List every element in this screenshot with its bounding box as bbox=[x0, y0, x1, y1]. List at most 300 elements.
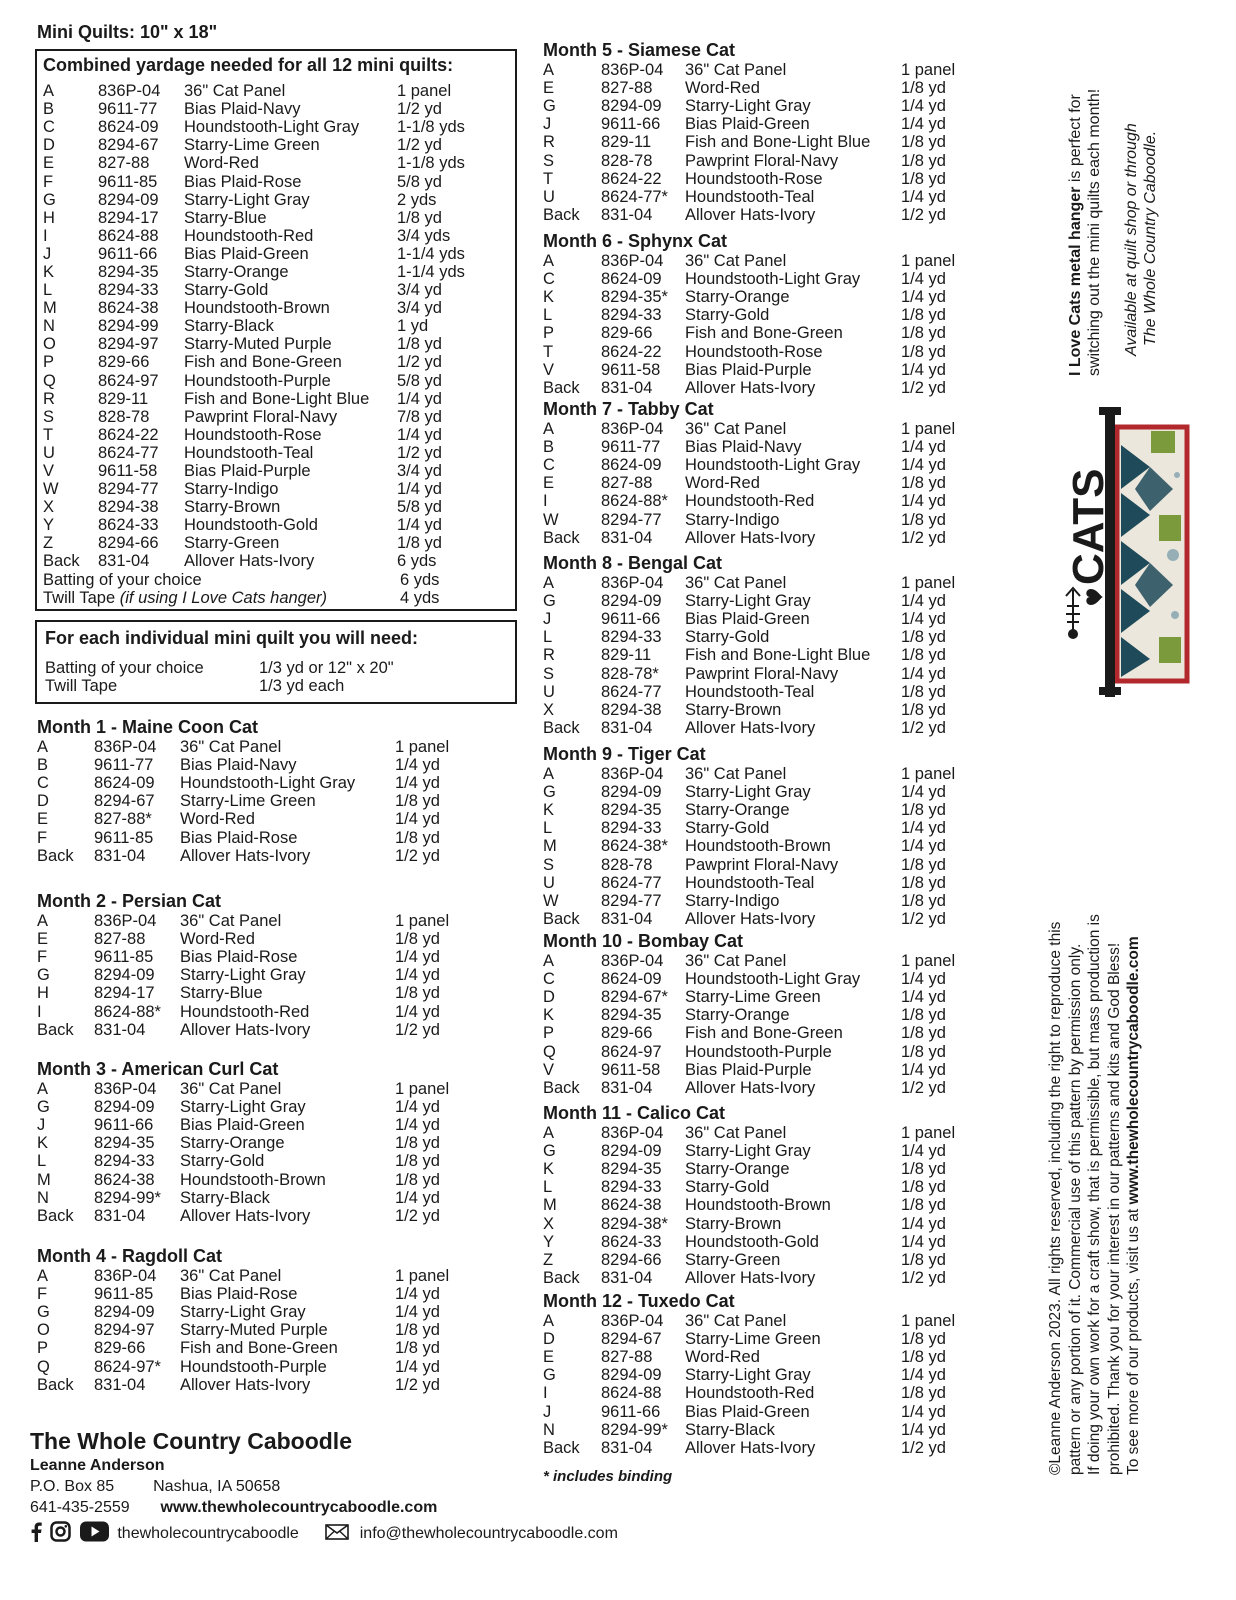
table-cell: G bbox=[543, 1366, 556, 1385]
table-cell: 36" Cat Panel bbox=[685, 420, 787, 439]
table-row bbox=[37, 1285, 500, 1303]
table-cell: N bbox=[543, 1420, 555, 1439]
table-row bbox=[543, 610, 991, 628]
combined-yardage-box bbox=[35, 49, 517, 611]
table-cell: Starry-Indigo bbox=[184, 480, 279, 499]
table-row bbox=[43, 245, 502, 263]
copyright-line-1: ©Leanne Anderson 2023. All rights reserved, including the right to reproduce this bbox=[1047, 921, 1064, 1475]
table-cell: 1/2 yd bbox=[901, 909, 946, 928]
table-row bbox=[543, 510, 991, 528]
table-cell: 8294-77 bbox=[601, 510, 662, 529]
table-cell: 7/8 yd bbox=[397, 407, 442, 426]
table-row bbox=[43, 263, 502, 281]
month-title: Month 6 - Sphynx Cat bbox=[543, 231, 727, 251]
table-cell: 1 panel bbox=[395, 738, 450, 757]
table-row bbox=[543, 765, 991, 783]
table-cell: 1/8 yd bbox=[901, 873, 946, 892]
table-cell: 1/4 yd bbox=[901, 1142, 946, 1161]
table-cell: 8624-33 bbox=[601, 1232, 662, 1251]
phone-row bbox=[30, 1499, 618, 1517]
table-cell: Houndstooth-Purple bbox=[685, 1042, 832, 1061]
table-row bbox=[543, 801, 991, 819]
table-cell: 1 panel bbox=[397, 82, 452, 101]
table-row bbox=[43, 281, 502, 299]
table-row bbox=[37, 930, 500, 948]
table-cell: 831-04 bbox=[601, 1438, 653, 1457]
table-row bbox=[543, 1384, 991, 1402]
table-cell: 1/4 yd bbox=[901, 1366, 946, 1385]
table-cell: Starry-Brown bbox=[184, 498, 281, 517]
table-row bbox=[43, 372, 502, 390]
table-cell: 831-04 bbox=[94, 846, 146, 865]
month-8-rows bbox=[543, 574, 991, 737]
table-cell: K bbox=[543, 288, 555, 307]
table-cell: 1/8 yd bbox=[901, 1042, 946, 1061]
table-cell: Starry-Brown bbox=[685, 700, 782, 719]
twill-label: Twill Tape bbox=[43, 588, 116, 607]
table-row bbox=[543, 646, 991, 664]
table-cell: 8294-33 bbox=[601, 306, 662, 325]
table-row bbox=[43, 299, 502, 317]
table-cell: Houndstooth-Light Gray bbox=[180, 774, 356, 793]
table-cell: 8624-38* bbox=[601, 837, 668, 856]
table-cell: Bias Plaid-Green bbox=[180, 1116, 305, 1135]
table-cell: Allover Hats-Ivory bbox=[180, 1020, 311, 1039]
table-cell: Bias Plaid-Navy bbox=[184, 100, 301, 119]
table-cell: Starry-Blue bbox=[180, 984, 263, 1003]
table-cell: 8624-22 bbox=[601, 342, 662, 361]
month-4-section bbox=[37, 1245, 500, 1394]
table-cell: Q bbox=[43, 371, 56, 390]
table-cell: Starry-Green bbox=[184, 534, 280, 553]
combined-yardage-title: Combined yardage needed for all 12 mini quilts: bbox=[43, 55, 454, 75]
table-row bbox=[543, 1366, 991, 1384]
table-cell: 1/4 yd bbox=[901, 1232, 946, 1251]
table-cell: 8624-77 bbox=[601, 682, 662, 701]
table-cell: Starry-Indigo bbox=[685, 891, 780, 910]
table-cell: K bbox=[543, 1006, 555, 1025]
table-cell: L bbox=[543, 306, 553, 325]
month-title: Month 5 - Siamese Cat bbox=[543, 40, 736, 60]
table-cell: Twill Tape bbox=[45, 677, 118, 696]
binding-note: * includes binding bbox=[543, 1468, 673, 1485]
table-cell: 1 panel bbox=[395, 1267, 450, 1286]
table-cell: Starry-Brown bbox=[685, 1214, 782, 1233]
table-cell: 8294-09 bbox=[601, 1366, 662, 1385]
table-cell: 36" Cat Panel bbox=[180, 912, 282, 931]
table-row bbox=[43, 82, 502, 100]
table-cell: 1/8 yd bbox=[395, 792, 440, 811]
table-row bbox=[37, 1321, 500, 1339]
table-row bbox=[43, 172, 502, 190]
table-cell: 8624-09 bbox=[601, 270, 662, 289]
table-cell: 36" Cat Panel bbox=[180, 738, 282, 757]
table-cell: 827-88 bbox=[98, 154, 150, 173]
table-cell: I bbox=[37, 1002, 42, 1021]
table-cell: 1/4 yd bbox=[901, 610, 946, 629]
table-row bbox=[543, 379, 991, 397]
table-row bbox=[543, 1024, 991, 1042]
table-row bbox=[543, 892, 991, 910]
table-cell: 5/8 yd bbox=[397, 498, 442, 517]
table-cell: D bbox=[37, 792, 49, 811]
copyright-text bbox=[1046, 914, 1144, 1475]
table-cell: Allover Hats-Ivory bbox=[184, 552, 315, 571]
table-cell: G bbox=[543, 1142, 556, 1161]
table-row bbox=[543, 170, 991, 188]
table-cell: Starry-Orange bbox=[685, 801, 790, 820]
table-row bbox=[543, 61, 991, 79]
table-cell: A bbox=[37, 1267, 49, 1286]
table-cell: U bbox=[43, 443, 55, 462]
table-cell: Starry-Light Gray bbox=[685, 1142, 811, 1161]
table-cell: 8624-77 bbox=[98, 443, 159, 462]
table-cell: E bbox=[543, 1348, 555, 1367]
table-cell: 1/8 yd bbox=[395, 984, 440, 1003]
table-cell: 1/2 yd bbox=[397, 443, 442, 462]
table-cell: 9611-77 bbox=[94, 756, 154, 775]
copyright-website-link[interactable]: www.thewholecountrycaboodle.com bbox=[1125, 936, 1142, 1205]
table-cell: Bias Plaid-Green bbox=[184, 244, 309, 263]
twill-row bbox=[43, 589, 509, 607]
table-cell: W bbox=[543, 891, 559, 910]
table-row bbox=[37, 792, 500, 810]
table-row bbox=[543, 1160, 991, 1178]
table-cell: Houndstooth-Light Gray bbox=[685, 970, 861, 989]
table-cell: 836P-04 bbox=[94, 1080, 157, 1099]
table-cell: Word-Red bbox=[180, 810, 255, 829]
table-cell: Bias Plaid-Rose bbox=[184, 172, 302, 191]
month-title: Month 7 - Tabby Cat bbox=[543, 399, 714, 419]
month-title: Month 1 - Maine Coon Cat bbox=[37, 717, 258, 737]
table-cell: S bbox=[543, 151, 555, 170]
table-cell: J bbox=[43, 244, 52, 263]
month-2-rows bbox=[37, 912, 500, 1039]
table-row bbox=[543, 837, 991, 855]
table-cell: 1/4 yd bbox=[397, 389, 442, 408]
table-cell: Word-Red bbox=[180, 930, 255, 949]
month-11-section bbox=[543, 1102, 991, 1287]
table-cell: 1/2 yd bbox=[395, 1375, 440, 1394]
table-cell: 1/4 yd bbox=[397, 425, 442, 444]
table-cell: 8294-09 bbox=[601, 1142, 662, 1161]
table-row bbox=[43, 390, 502, 408]
table-cell: 1/4 yd bbox=[395, 774, 440, 793]
table-cell: 8294-67 bbox=[601, 1330, 662, 1349]
table-row bbox=[543, 1196, 991, 1214]
table-cell: 8624-38 bbox=[601, 1196, 662, 1215]
table-cell: 1 panel bbox=[395, 912, 450, 931]
table-cell: 1/4 yd bbox=[901, 187, 946, 206]
footer-contact bbox=[30, 1428, 618, 1547]
table-cell: 827-88 bbox=[94, 930, 146, 949]
table-cell: 5/8 yd bbox=[397, 371, 442, 390]
table-cell: Back bbox=[37, 846, 74, 865]
website-link[interactable]: www.thewholecountrycaboodle.com bbox=[160, 1499, 438, 1516]
table-row bbox=[543, 342, 991, 360]
table-row bbox=[543, 970, 991, 988]
facebook-icon[interactable] bbox=[30, 1522, 42, 1547]
table-cell: Starry-Lime Green bbox=[180, 792, 316, 811]
table-cell: Z bbox=[543, 1250, 554, 1269]
table-cell: Word-Red bbox=[685, 474, 760, 493]
table-cell: 1/8 yd bbox=[901, 700, 946, 719]
table-cell: V bbox=[43, 462, 55, 481]
table-cell: 36" Cat Panel bbox=[685, 252, 787, 271]
table-row bbox=[543, 151, 991, 169]
email-link[interactable]: info@thewholecountrycaboodle.com bbox=[359, 1525, 618, 1543]
table-cell: Starry-Gold bbox=[685, 819, 770, 838]
table-cell: K bbox=[37, 1134, 49, 1153]
table-cell: 8624-38 bbox=[98, 299, 159, 318]
table-cell: Bias Plaid-Green bbox=[685, 115, 810, 134]
table-cell: 8294-35 bbox=[94, 1134, 155, 1153]
table-cell: Houndstooth-Brown bbox=[184, 299, 330, 318]
table-row bbox=[37, 1021, 500, 1039]
table-cell: D bbox=[543, 1330, 555, 1349]
table-cell: I bbox=[543, 492, 548, 511]
table-cell: X bbox=[543, 1214, 555, 1233]
table-cell: 1/4 yd bbox=[395, 1357, 440, 1376]
table-row bbox=[543, 492, 991, 510]
month-2-section bbox=[37, 890, 500, 1039]
table-cell: S bbox=[543, 855, 555, 874]
table-cell: A bbox=[543, 1124, 555, 1143]
table-cell: Starry-Light Gray bbox=[685, 1366, 811, 1385]
table-cell: R bbox=[543, 646, 555, 665]
table-cell: 36" Cat Panel bbox=[184, 82, 286, 101]
table-cell: 1-1/4 yds bbox=[397, 262, 465, 281]
table-cell: Starry-Light Gray bbox=[685, 97, 811, 116]
table-row bbox=[543, 855, 991, 873]
table-cell: A bbox=[543, 252, 555, 271]
table-cell: 8294-97 bbox=[94, 1321, 155, 1340]
table-cell: M bbox=[543, 1196, 557, 1215]
table-row bbox=[43, 335, 502, 353]
table-cell: E bbox=[543, 474, 555, 493]
table-cell: 829-11 bbox=[601, 133, 652, 152]
table-cell: B bbox=[37, 756, 49, 775]
table-cell: T bbox=[543, 169, 554, 188]
table-cell: Starry-Orange bbox=[685, 288, 790, 307]
month-7-section bbox=[543, 398, 991, 547]
table-cell: 828-78 bbox=[601, 151, 653, 170]
table-cell: Starry-Muted Purple bbox=[184, 335, 332, 354]
table-row bbox=[37, 948, 500, 966]
table-cell: Z bbox=[43, 534, 54, 553]
table-cell: O bbox=[37, 1321, 50, 1340]
table-cell: 1/8 yd bbox=[901, 855, 946, 874]
table-cell: 1/4 yd bbox=[395, 1116, 440, 1135]
table-cell: 1/3 yd or 12" x 20" bbox=[259, 659, 394, 678]
table-cell: W bbox=[543, 510, 559, 529]
table-cell: 1/2 yd bbox=[901, 205, 946, 224]
table-cell: 1/4 yd bbox=[901, 592, 946, 611]
table-cell: Starry-Black bbox=[685, 1420, 775, 1439]
cats-hanger-illustration bbox=[1055, 405, 1190, 700]
table-cell: 831-04 bbox=[601, 528, 653, 547]
table-cell: 1/8 yd bbox=[395, 828, 440, 847]
table-row bbox=[37, 984, 500, 1002]
table-cell: 8624-38 bbox=[94, 1170, 155, 1189]
table-cell: F bbox=[43, 172, 54, 191]
table-cell: 831-04 bbox=[601, 909, 653, 928]
individual-quilt-title: For each individual mini quilt you will need: bbox=[45, 628, 419, 648]
availability-line-1: Available at quilt shop or through bbox=[1123, 123, 1140, 356]
hanger-line-1: I Love Cats metal hanger is perfect for bbox=[1067, 94, 1084, 376]
table-cell: 1/8 yd bbox=[395, 1152, 440, 1171]
table-cell: 831-04 bbox=[94, 1375, 146, 1394]
table-cell: 836P-04 bbox=[601, 765, 664, 784]
table-cell: L bbox=[543, 1178, 553, 1197]
table-cell: 8294-99 bbox=[98, 317, 159, 336]
table-cell: Word-Red bbox=[184, 154, 259, 173]
table-cell: 1/8 yd bbox=[397, 335, 442, 354]
table-cell: 827-88* bbox=[94, 810, 152, 829]
mail-icon bbox=[325, 1524, 349, 1545]
table-cell: Houndstooth-Teal bbox=[184, 443, 314, 462]
twill-note: (if using I Love Cats hanger) bbox=[119, 588, 328, 607]
table-cell: 8294-09 bbox=[601, 592, 662, 611]
table-row bbox=[543, 288, 991, 306]
table-row bbox=[43, 408, 502, 426]
table-row bbox=[37, 1357, 500, 1375]
availability-line-2: The Whole Country Caboodle. bbox=[1142, 130, 1159, 346]
table-cell: C bbox=[43, 118, 55, 137]
month-8-section bbox=[543, 552, 991, 737]
city: Nashua, IA 50658 bbox=[153, 1478, 281, 1495]
month-title: Month 12 - Tuxedo Cat bbox=[543, 1291, 735, 1311]
social-handle[interactable]: thewholecountrycaboodle bbox=[117, 1525, 299, 1543]
table-cell: 1-1/4 yds bbox=[397, 244, 465, 263]
table-cell: 1/2 yd bbox=[901, 378, 946, 397]
table-row bbox=[543, 1330, 991, 1348]
table-cell: A bbox=[37, 1080, 49, 1099]
table-row bbox=[543, 783, 991, 801]
table-cell: 8624-88* bbox=[94, 1002, 161, 1021]
table-cell: 36" Cat Panel bbox=[685, 1312, 787, 1331]
table-cell: Y bbox=[543, 1232, 555, 1251]
table-row bbox=[543, 252, 991, 270]
address-row bbox=[30, 1478, 618, 1496]
table-cell: 8294-09 bbox=[601, 783, 662, 802]
table-cell: 8624-77 bbox=[601, 873, 662, 892]
table-row bbox=[543, 1142, 991, 1160]
table-row bbox=[543, 1061, 991, 1079]
table-cell: Allover Hats-Ivory bbox=[180, 1375, 311, 1394]
table-cell: Starry-Muted Purple bbox=[180, 1321, 328, 1340]
table-cell: Starry-Light Gray bbox=[180, 1303, 306, 1322]
table-cell: 6 yds bbox=[397, 552, 437, 571]
table-cell: 9611-66 bbox=[601, 610, 661, 629]
table-cell: Back bbox=[543, 528, 580, 547]
table-row bbox=[543, 97, 991, 115]
table-cell: Starry-Blue bbox=[184, 208, 267, 227]
table-row bbox=[543, 701, 991, 719]
youtube-icon[interactable] bbox=[80, 1521, 109, 1547]
instagram-icon[interactable] bbox=[50, 1521, 71, 1547]
table-cell: 1/8 yd bbox=[395, 1170, 440, 1189]
table-cell: 9611-66 bbox=[94, 1116, 154, 1135]
table-cell: 1/8 yd bbox=[901, 801, 946, 820]
table-cell: Houndstooth-Teal bbox=[685, 873, 815, 892]
month-11-rows bbox=[543, 1124, 991, 1287]
table-cell: 1/8 yd bbox=[397, 534, 442, 553]
month-title: Month 2 - Persian Cat bbox=[37, 891, 222, 911]
table-cell: U bbox=[543, 187, 555, 206]
table-row bbox=[43, 353, 502, 371]
table-cell: 827-88 bbox=[601, 474, 653, 493]
month-title: Month 4 - Ragdoll Cat bbox=[37, 1246, 222, 1266]
table-row bbox=[543, 1124, 991, 1142]
table-cell: 1 yd bbox=[397, 317, 429, 336]
table-cell: 836P-04 bbox=[601, 61, 664, 80]
table-cell: 1/8 yd bbox=[901, 169, 946, 188]
table-cell: L bbox=[43, 281, 53, 300]
table-row bbox=[543, 1269, 991, 1287]
table-cell: 1/8 yd bbox=[901, 510, 946, 529]
table-cell: A bbox=[43, 82, 55, 101]
table-cell: Back bbox=[37, 1020, 74, 1039]
table-cell: 1/4 yd bbox=[397, 480, 442, 499]
table-cell: Starry-Black bbox=[180, 1188, 270, 1207]
table-cell: Pawprint Floral-Navy bbox=[685, 151, 839, 170]
table-cell: 1 panel bbox=[901, 765, 956, 784]
month-5-rows bbox=[543, 61, 991, 224]
table-cell: 836P-04 bbox=[601, 1124, 664, 1143]
table-cell: Starry-Light Gray bbox=[685, 783, 811, 802]
table-cell: P bbox=[543, 324, 555, 343]
table-cell: Starry-Gold bbox=[685, 306, 770, 325]
table-cell: 8624-09 bbox=[601, 970, 662, 989]
table-row bbox=[543, 1251, 991, 1269]
table-cell: 831-04 bbox=[94, 1020, 146, 1039]
table-cell: 1/4 yd bbox=[901, 492, 946, 511]
table-cell: 836P-04 bbox=[601, 1312, 664, 1331]
table-cell: A bbox=[543, 61, 555, 80]
table-cell: 9611-58 bbox=[601, 360, 661, 379]
table-cell: Houndstooth-Red bbox=[180, 1002, 310, 1021]
table-cell: 836P-04 bbox=[94, 738, 157, 757]
table-row bbox=[43, 317, 502, 335]
table-cell: Fish and Bone-Green bbox=[685, 324, 843, 343]
table-cell: 8624-97* bbox=[94, 1357, 161, 1376]
table-cell: 5/8 yd bbox=[397, 172, 442, 191]
table-cell: 1/8 yd bbox=[397, 208, 442, 227]
phone: 641-435-2559 bbox=[30, 1499, 130, 1516]
table-row bbox=[543, 1348, 991, 1366]
table-cell: 8294-33 bbox=[98, 281, 159, 300]
table-cell: G bbox=[543, 783, 556, 802]
table-cell: 1/2 yd bbox=[901, 718, 946, 737]
table-cell: 1/2 yd bbox=[395, 1206, 440, 1225]
table-cell: 8624-77* bbox=[601, 187, 668, 206]
table-cell: Back bbox=[543, 205, 580, 224]
individual-quilt-table bbox=[45, 659, 479, 695]
table-cell: H bbox=[37, 984, 49, 1003]
table-cell: E bbox=[43, 154, 55, 173]
availability-text bbox=[1122, 123, 1160, 356]
table-row bbox=[543, 952, 991, 970]
table-cell: 8294-17 bbox=[94, 984, 155, 1003]
table-cell: 8294-67 bbox=[94, 792, 155, 811]
table-cell: 1/4 yd bbox=[901, 438, 946, 457]
table-row bbox=[543, 1178, 991, 1196]
table-cell: I bbox=[43, 226, 48, 245]
month-4-rows bbox=[37, 1267, 500, 1394]
table-cell: 1/8 yd bbox=[901, 1330, 946, 1349]
table-cell: 1/8 yd bbox=[901, 151, 946, 170]
